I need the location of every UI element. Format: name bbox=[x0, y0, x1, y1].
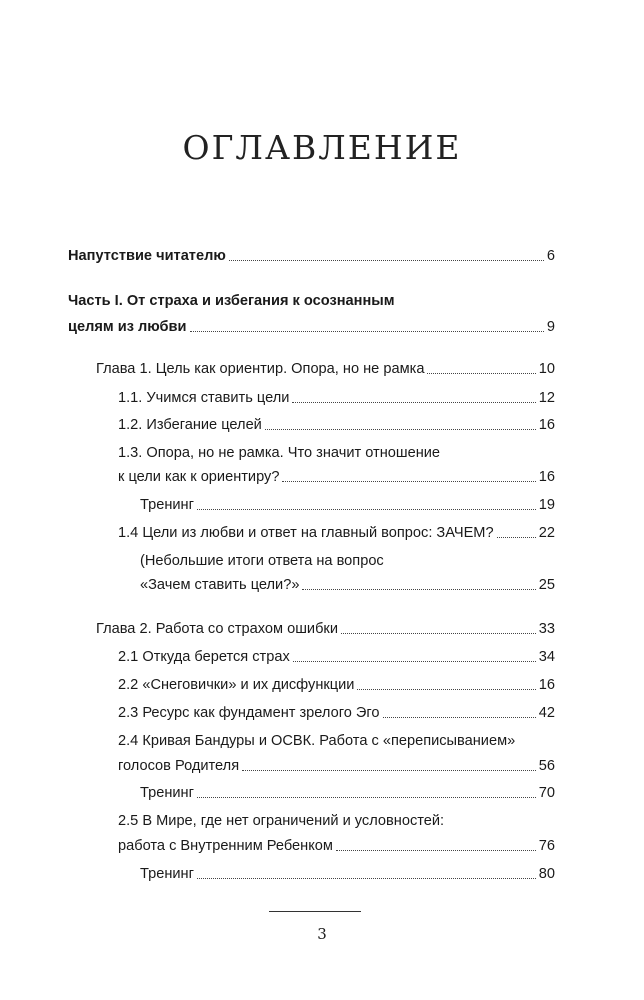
toc-entry-label: «Зачем ставить цели?» bbox=[140, 577, 300, 593]
toc-entry-1-2[interactable] bbox=[118, 417, 555, 434]
toc-entry-label: к цели как к ориентиру? bbox=[118, 469, 280, 485]
toc-entry-1-4a-line1: (Небольшие итоги ответа на вопрос bbox=[140, 553, 384, 569]
leader-dots bbox=[357, 689, 535, 690]
leader-dots bbox=[242, 770, 536, 771]
page-title: ОГЛАВЛЕНИЕ bbox=[182, 128, 462, 167]
toc-entry-page: 76 bbox=[538, 838, 555, 854]
toc-entry-2-5[interactable] bbox=[118, 838, 555, 855]
toc-entry-page: 10 bbox=[538, 361, 555, 377]
toc-entry-1-3-training[interactable] bbox=[140, 497, 555, 514]
toc-entry-page: 19 bbox=[538, 497, 555, 513]
toc-entry-2-5-training[interactable] bbox=[140, 866, 555, 883]
leader-dots bbox=[497, 537, 536, 538]
toc-entry-label: Глава 2. Работа со страхом ошибки bbox=[96, 621, 338, 637]
toc-entry-1-3[interactable] bbox=[118, 469, 555, 486]
toc-entry-label: 2.2 «Снеговички» и их дисфункции bbox=[118, 677, 355, 693]
toc-entry-chapter-1[interactable] bbox=[96, 361, 555, 378]
toc-entry-page: 16 bbox=[538, 677, 555, 693]
leader-dots bbox=[302, 589, 535, 590]
toc-entry-2-4-training[interactable] bbox=[140, 785, 555, 802]
leader-dots bbox=[197, 509, 536, 510]
toc-entry-label: голосов Родителя bbox=[118, 758, 240, 774]
toc-entry-label: 1.2. Избегание целей bbox=[118, 417, 262, 433]
toc-entry-label: Напутствие читателю bbox=[68, 248, 226, 264]
toc-entry-page: 33 bbox=[538, 621, 555, 637]
toc-entry-page: 56 bbox=[538, 758, 555, 774]
toc-entry-page: 70 bbox=[538, 785, 555, 801]
toc-entry-page: 22 bbox=[538, 525, 555, 541]
toc-entry-label: 1.4 Цели из любви и ответ на главный вопрос: ЗАЧЕМ? bbox=[118, 525, 494, 541]
page-number: 3 bbox=[317, 925, 327, 943]
toc-entry-page: 42 bbox=[538, 705, 555, 721]
toc-entry-label: 2.1 Откуда берется страх bbox=[118, 649, 290, 665]
leader-dots bbox=[197, 878, 536, 879]
toc-entry-preface[interactable] bbox=[68, 248, 555, 265]
leader-dots bbox=[292, 402, 535, 403]
toc-entry-1-1[interactable] bbox=[118, 390, 555, 407]
toc-entry-page: 6 bbox=[546, 248, 555, 264]
toc-entry-page: 25 bbox=[538, 577, 555, 593]
toc-entry-2-3[interactable] bbox=[118, 705, 555, 722]
toc-entry-part1[interactable] bbox=[68, 319, 555, 336]
toc-entry-page: 16 bbox=[538, 417, 555, 433]
toc-entry-2-5-line1: 2.5 В Мире, где нет ограничений и условностей: bbox=[118, 813, 445, 829]
toc-entry-label: Тренинг bbox=[140, 785, 194, 801]
leader-dots bbox=[383, 717, 536, 718]
leader-dots bbox=[282, 481, 535, 482]
toc-entry-1-4[interactable] bbox=[118, 525, 555, 542]
toc-entry-page: 9 bbox=[546, 319, 555, 335]
toc-entry-page: 80 bbox=[538, 866, 555, 882]
leader-dots bbox=[265, 429, 536, 430]
leader-dots bbox=[336, 850, 536, 851]
toc-entry-label: Глава 1. Цель как ориентир. Опора, но не рамка bbox=[96, 361, 425, 377]
toc-entry-1-3-line1: 1.3. Опора, но не рамка. Что значит отношение bbox=[118, 445, 441, 461]
leader-dots bbox=[229, 260, 544, 261]
toc-entry-label: Тренинг bbox=[140, 866, 194, 882]
toc-entry-page: 16 bbox=[538, 469, 555, 485]
leader-dots bbox=[190, 331, 544, 332]
toc-entry-part1-line1: Часть I. От страха и избегания к осознанным bbox=[68, 293, 395, 309]
toc-entry-label: целям из любви bbox=[68, 319, 187, 335]
leader-dots bbox=[427, 373, 535, 374]
toc-entry-1-4a[interactable] bbox=[140, 577, 555, 594]
toc-entry-page: 12 bbox=[538, 390, 555, 406]
toc-entry-2-1[interactable] bbox=[118, 649, 555, 666]
toc-entry-page: 34 bbox=[538, 649, 555, 665]
toc-entry-2-4-line1: 2.4 Кривая Бандуры и ОСВК. Работа с «переписыванием» bbox=[118, 733, 516, 749]
toc-entry-chapter-2[interactable] bbox=[96, 621, 555, 638]
toc-entry-label: работа с Внутренним Ребенком bbox=[118, 838, 333, 854]
leader-dots bbox=[293, 661, 536, 662]
toc-entry-2-2[interactable] bbox=[118, 677, 555, 694]
footer-rule bbox=[269, 911, 361, 912]
leader-dots bbox=[341, 633, 536, 634]
toc-entry-label: Тренинг bbox=[140, 497, 194, 513]
leader-dots bbox=[197, 797, 536, 798]
toc-entry-label: 2.3 Ресурс как фундамент зрелого Эго bbox=[118, 705, 380, 721]
toc-entry-2-4[interactable] bbox=[118, 758, 555, 775]
toc-entry-label: 1.1. Учимся ставить цели bbox=[118, 390, 290, 406]
